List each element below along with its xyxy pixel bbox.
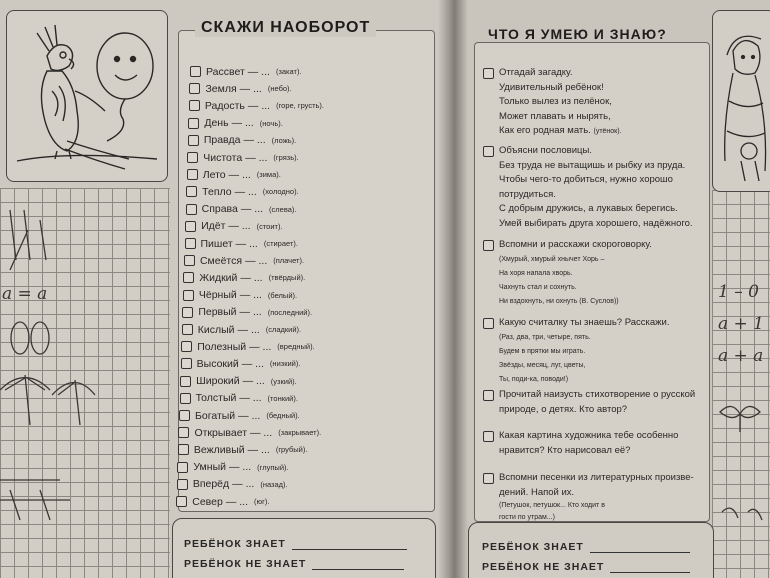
task-block [483, 388, 695, 417]
right-knows-line[interactable] [590, 541, 690, 553]
item-separator: — ... [239, 289, 262, 302]
task-answer: (утёнок). [593, 128, 622, 135]
item-separator: — ... [232, 478, 255, 491]
checkbox[interactable] [181, 341, 192, 352]
item-word: Вежливый [193, 443, 245, 456]
item-word: Правда [203, 134, 241, 147]
checkbox[interactable] [187, 152, 198, 163]
checkbox[interactable] [184, 255, 195, 266]
checkbox[interactable] [483, 390, 494, 401]
task-example-line: (Хмурый, хмурый хнычет Хорь – [499, 255, 605, 263]
item-separator: — ... [238, 409, 261, 422]
right-formula-3: a + a [718, 346, 764, 366]
checkbox[interactable] [483, 318, 494, 329]
item-answer: ( зима ). [257, 170, 281, 179]
task-block [483, 316, 669, 387]
item-word: Тепло [202, 185, 232, 198]
item-answer: ( грубый ). [276, 445, 308, 454]
opposite-item [183, 287, 297, 304]
checkbox[interactable] [183, 272, 194, 283]
item-word: Умный [193, 461, 226, 474]
task-example-line: (Раз, два, три, четыре, пять. [499, 333, 591, 341]
item-separator: — ... [247, 65, 270, 78]
left-not-knows-label [184, 558, 404, 570]
task-block [483, 238, 652, 309]
checkbox[interactable] [483, 431, 494, 442]
item-answer: ( закрывает ). [278, 428, 321, 437]
item-word: Жидкий [199, 271, 238, 284]
checkbox[interactable] [182, 324, 193, 335]
item-separator: — ... [240, 203, 264, 216]
item-separator: — ... [247, 99, 271, 112]
task-line: Как его родная мать. [499, 125, 591, 136]
item-word: Вперёд [192, 478, 230, 491]
checkbox[interactable] [189, 83, 200, 94]
right-knows-text: РЕБЁНОК ЗНАЕТ [482, 541, 584, 553]
task-example-line: Будем в прятки мы играть. [499, 347, 586, 355]
item-separator: — ... [247, 443, 270, 456]
task-line: Без труда не вытащишь и рыбку из пруда. [499, 159, 686, 171]
checkbox[interactable] [183, 290, 194, 301]
opposite-item [184, 252, 304, 269]
task-line: С добрым дружись, а лукавых берегись. [499, 203, 678, 214]
item-answer: ( стоит ). [257, 222, 283, 231]
item-word: Идёт [201, 220, 226, 233]
item-answer: ( бедный ). [266, 411, 299, 420]
checkbox[interactable] [483, 473, 494, 484]
opposite-item [189, 80, 291, 97]
item-answer: ( плачет ). [273, 256, 304, 265]
opposite-item [187, 149, 298, 166]
item-separator: — ... [242, 375, 265, 388]
item-separator: — ... [225, 495, 248, 508]
item-answer: ( тонкий ). [268, 394, 298, 403]
opposite-item [180, 373, 297, 390]
opposite-item [176, 493, 269, 510]
opposite-item [188, 115, 282, 132]
opposites-list [190, 63, 430, 518]
item-word: Рассвет [206, 65, 245, 78]
item-word: Радость [204, 99, 245, 112]
item-separator: — ... [234, 185, 257, 198]
opposite-item [178, 441, 308, 458]
checkbox[interactable] [180, 376, 191, 387]
right-margin-drawing [712, 392, 770, 542]
checkbox[interactable] [181, 358, 192, 369]
task-example-line: Ни вздохнуть, ни охнуть (В. Суслов)) [499, 297, 619, 305]
item-answer: ( низкий ). [270, 359, 301, 368]
checkbox[interactable] [185, 238, 196, 249]
opposite-item [183, 269, 305, 286]
task-line: Вспомни песенки из литературных произве- [499, 472, 694, 483]
checkbox[interactable] [186, 186, 197, 197]
task-line: Может плавать и нырять, [499, 110, 611, 122]
item-separator: — ... [243, 134, 266, 147]
item-answer: ( последний ). [268, 308, 312, 317]
opposite-item [186, 183, 299, 200]
opposite-item [182, 304, 312, 321]
item-answer: ( небо ). [268, 84, 292, 93]
checkbox[interactable] [177, 462, 188, 473]
task-line: Прочитай наизусть стихотворение о русской [499, 389, 696, 400]
girl-illustration-frame [712, 10, 770, 192]
right-not-knows-text: РЕБЁНОК НЕ ЗНАЕТ [482, 561, 605, 573]
parrot-illustration-frame [6, 10, 168, 182]
opposite-item [180, 390, 298, 407]
girl-with-doll-icon [713, 11, 770, 191]
task-block [483, 66, 622, 140]
task-line: Объясни пословицы. [499, 145, 592, 156]
task-block [483, 471, 694, 524]
task-line: природе, о детях. Кто автор? [499, 403, 628, 415]
item-word: День [204, 117, 229, 130]
checkbox[interactable] [176, 496, 187, 507]
right-not-knows-line[interactable] [610, 561, 690, 573]
item-separator: — ... [240, 271, 263, 284]
item-answer: ( твёрдый ). [269, 273, 306, 282]
item-separator: — ... [228, 168, 251, 181]
checkbox[interactable] [483, 68, 494, 79]
task-line: Какую считалку ты знаешь? Расскажи. [499, 317, 670, 328]
item-answer: ( вредный ). [277, 342, 314, 351]
item-word: Лето [202, 168, 226, 181]
item-separator: — ... [237, 323, 260, 336]
item-separator: — ... [229, 461, 252, 474]
opposite-item [189, 97, 324, 114]
opposite-item [185, 235, 298, 252]
item-word: Открывает [194, 426, 248, 439]
skills-list [483, 66, 713, 521]
item-word: Чистота [203, 151, 243, 164]
right-page-title: ЧТО Я УМЕЮ И ЗНАЮ? [482, 26, 673, 42]
item-word: Справа [201, 203, 238, 216]
item-answer: ( назад ). [260, 480, 287, 489]
opposite-item [190, 63, 302, 80]
item-separator: — ... [241, 357, 264, 370]
item-separator: — ... [250, 426, 273, 439]
margin-formula: a = a [2, 284, 48, 304]
item-answer: ( ложь ). [272, 136, 297, 145]
item-word: Север [192, 495, 223, 508]
checkbox[interactable] [483, 240, 494, 251]
task-line: Вспомни и расскажи скороговорку. [499, 239, 652, 250]
item-answer: ( стирает ). [264, 239, 298, 248]
item-separator: — ... [239, 306, 262, 319]
opposite-item [177, 459, 288, 476]
item-word: Кислый [197, 323, 235, 336]
checkbox[interactable] [182, 307, 193, 318]
item-word: Чёрный [198, 289, 237, 302]
item-word: Высокий [196, 357, 239, 370]
right-formula-2: a + 1 [718, 314, 765, 334]
checkbox[interactable] [179, 410, 190, 421]
opposite-item [187, 166, 281, 183]
task-line: нравится? Кто нарисовал её? [499, 444, 631, 456]
right-formula-1: 1 – 0 [718, 282, 759, 302]
item-word: Земля [205, 82, 237, 95]
left-knows-text: РЕБЁНОК ЗНАЕТ [184, 538, 286, 550]
item-separator: — ... [228, 220, 251, 233]
item-separator: — ... [235, 237, 258, 250]
task-example-line: (Петушок, петушок... Кто ходит в [499, 502, 605, 509]
opposite-item [182, 321, 301, 338]
task-line: Какая картина художника тебе особенно [499, 430, 679, 441]
item-answer: ( закат ). [276, 67, 302, 76]
left-knows-line[interactable] [292, 538, 407, 550]
opposite-item [178, 424, 321, 441]
right-knows-label [482, 541, 690, 553]
task-example-line: Ты, поди-ка, поводи!) [499, 375, 569, 383]
item-separator: — ... [245, 151, 268, 164]
item-word: Полезный [197, 340, 247, 353]
item-answer: ( сладкий ). [266, 325, 301, 334]
checkbox[interactable] [186, 204, 197, 215]
item-separator: — ... [239, 82, 262, 95]
item-answer: ( холодно ). [263, 187, 299, 196]
item-answer: ( юг ). [254, 497, 269, 506]
checkbox[interactable] [189, 100, 200, 111]
task-line: дений. Напой их. [499, 486, 575, 498]
task-line: Только вылез из пелёнок, [499, 96, 612, 107]
task-line: Удивительный ребёнок! [499, 81, 604, 93]
book-gutter-shadow [438, 0, 468, 578]
checkbox[interactable] [177, 479, 188, 490]
checkbox[interactable] [180, 393, 191, 404]
item-word: Толстый [195, 392, 237, 405]
opposite-item [179, 407, 300, 424]
item-answer: ( слева ). [269, 205, 296, 214]
task-line: потрудиться. [499, 188, 556, 200]
checkbox[interactable] [185, 221, 196, 232]
task-line: Умей выбирать друга хорошего, надёжного. [499, 217, 693, 229]
task-block [483, 429, 678, 458]
opposite-item [185, 218, 283, 235]
margin-handwriting-marks [0, 190, 170, 570]
checkbox[interactable] [178, 427, 189, 438]
parrot-icon [7, 11, 167, 181]
item-answer: ( ночь ). [260, 119, 283, 128]
checkbox[interactable] [188, 135, 199, 146]
task-line: Отгадай загадку. [499, 67, 573, 78]
item-answer: ( грязь ). [273, 153, 298, 162]
item-answer: ( белый ). [268, 291, 297, 300]
item-separator: — ... [249, 340, 272, 353]
page-title: СКАЖИ НАОБОРОТ [195, 19, 376, 37]
opposite-item [181, 355, 301, 372]
opposite-item [186, 201, 297, 218]
checkbox[interactable] [190, 66, 201, 77]
checkbox[interactable] [187, 169, 198, 180]
right-page [450, 0, 770, 578]
task-example-line: На хоря напала хворь. [499, 269, 573, 277]
opposite-item [188, 132, 296, 149]
task-example-line: Чахнуть стал и сохнуть. [499, 283, 577, 291]
task-example-line: Звёзды, месяц, луг, цветы, [499, 361, 586, 369]
opposite-item [181, 338, 314, 355]
left-knows-label [184, 538, 407, 550]
item-word: Смеётся [199, 254, 243, 267]
item-separator: — ... [239, 392, 262, 405]
task-block [483, 144, 693, 231]
item-word: Первый [198, 306, 237, 319]
checkbox[interactable] [188, 118, 199, 129]
item-word: Широкий [196, 375, 240, 388]
item-word: Пишет [200, 237, 233, 250]
item-answer: ( узкий ). [271, 377, 297, 386]
left-not-knows-line[interactable] [312, 558, 404, 570]
item-answer: ( горе, грусть ). [276, 101, 324, 110]
task-example-line: гости по утрам...) [499, 514, 555, 521]
task-line-with-answer [499, 124, 622, 140]
checkbox[interactable] [178, 444, 189, 455]
opposite-item [177, 476, 288, 493]
item-separator: — ... [231, 117, 254, 130]
left-not-knows-text: РЕБЁНОК НЕ ЗНАЕТ [184, 558, 307, 570]
item-separator: — ... [245, 254, 268, 267]
task-line: Чтобы чего-то добиться, нужно хорошо [499, 174, 673, 185]
checkbox[interactable] [483, 146, 494, 157]
item-answer: ( глупый ). [257, 463, 288, 472]
right-not-knows-label [482, 561, 690, 573]
item-word: Богатый [195, 409, 236, 422]
